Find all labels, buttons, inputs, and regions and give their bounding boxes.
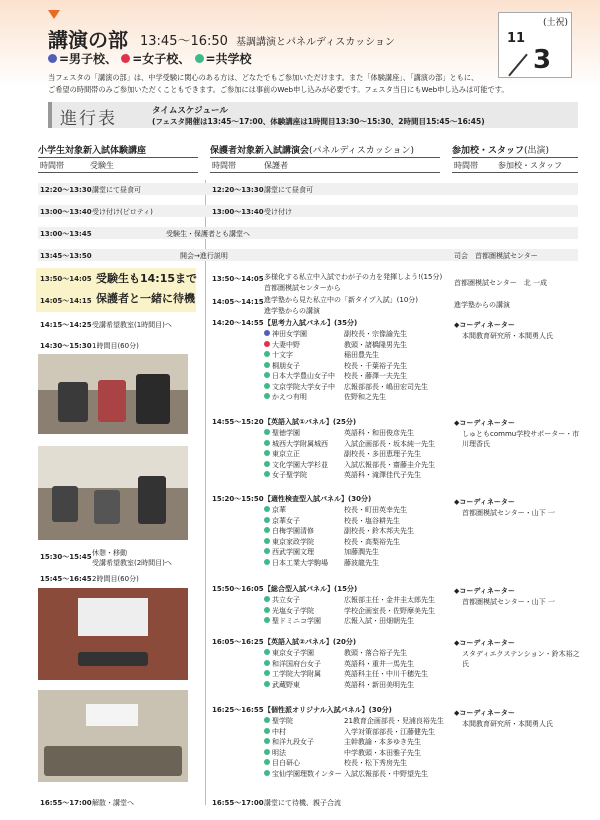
speaker: 藤波龍先生 [344, 558, 379, 567]
school-name: 十文字 [272, 351, 293, 359]
coordinator-label: ◆コーディネーター [454, 498, 515, 506]
coordinator-label: ◆コーディネーター [454, 709, 515, 717]
left-time: 16:55〜17:00 [40, 799, 92, 807]
left-time: 15:45〜16:45 [40, 575, 92, 583]
school-type-dot-icon [264, 330, 270, 336]
middle-time: 12:20〜13:30 [212, 186, 264, 194]
date-box: (土祝) 11 3 [498, 12, 572, 78]
speaker: 入試広報部長・中野望先生 [344, 769, 428, 778]
coordinator-name: しゅともcommu学校サポーター・市川理香氏 [462, 430, 580, 448]
speaker: 佐野和之先生 [344, 393, 386, 401]
school-type-dot-icon [264, 517, 270, 523]
left-time: 13:45〜13:50 [40, 252, 92, 260]
girls-school-dot-icon [121, 54, 130, 63]
left-time: 13:00〜13:40 [40, 208, 92, 216]
left-text: 受講希望教室(2時間目)へ [92, 559, 172, 567]
page-title: 講演の部 [48, 28, 128, 52]
school-name: 日本工業大学駒場 [272, 558, 328, 567]
school-type-dot-icon [264, 617, 270, 623]
lecture-photo [38, 588, 188, 680]
divider [38, 157, 198, 158]
middle-text: 受け付け [264, 208, 292, 216]
boys-school-dot-icon [48, 54, 57, 63]
school-name: 女子聖学院 [272, 471, 307, 479]
school-name: 西武学園文理 [272, 548, 314, 556]
middle-text: 講堂にて待機、親子合流 [264, 799, 341, 807]
speaker: 校長・松下秀房先生 [344, 759, 407, 767]
speaker: 主幹教諭・本多ゆき先生 [344, 738, 421, 746]
left-time: 13:00〜13:45 [40, 230, 92, 238]
school-name: 東京家政学院 [272, 537, 314, 546]
panel-time: 16:05〜16:25 [212, 638, 264, 646]
speaker: 21教育企画部長・児浦良裕先生 [344, 717, 444, 725]
school-name: 工学院大学附属 [272, 670, 321, 678]
school-name: 城西大学附属城西 [272, 439, 328, 448]
school-name: 白梅学園清修 [272, 527, 314, 535]
school-name: 京華女子 [272, 516, 300, 525]
left-header-student: 受験生 [90, 161, 114, 170]
panel-time: 16:25〜16:55 [212, 706, 264, 714]
panel-time: 15:50〜16:05 [212, 585, 264, 593]
middle-header-parent: 保護者 [264, 161, 288, 170]
coordinator-label: ◆コーディネーター [454, 587, 515, 595]
school-type-dot-icon [264, 538, 270, 544]
school-name: 武蔵野東 [272, 680, 300, 689]
school-name: 文化学園大学杉並 [272, 460, 328, 469]
middle-header-time: 時間帯 [212, 161, 236, 170]
left-time: 15:30〜15:45 [40, 553, 92, 561]
speaker: 広報部主任・金井圭太郎先生 [344, 596, 435, 604]
middle-text: 進学塾から見た私立中の「新タイプ入試」(10分) [264, 296, 419, 304]
divider [452, 172, 578, 173]
school-type-dot-icon [264, 749, 270, 755]
left-column-title: 小学生対象新入試体験講座 [38, 146, 147, 156]
school-name: 宝仙学園理数インター [272, 769, 342, 778]
divider [38, 172, 198, 173]
school-type-dot-icon [264, 471, 270, 477]
school-name: 聖学院 [272, 717, 293, 725]
left-text: 受験生・保護者とも講堂へ [166, 230, 250, 238]
speaker: 加藤潤先生 [344, 548, 379, 556]
middle-time: 14:05〜14:15 [212, 298, 264, 306]
school-name: 和洋九段女子 [272, 738, 314, 746]
notice-line: 受験生も14:15まで [96, 272, 198, 285]
coordinator-name: スタディエクステンション・鈴木裕之氏 [462, 650, 580, 668]
speaker: 広報部部長・嶋田宏司先生 [344, 382, 428, 391]
school-name: 光塩女子学院 [272, 606, 314, 615]
speaker: 副校長・宗像諭先生 [344, 330, 407, 338]
coordinator-name: 本間教育研究所・本間勇人氏 [462, 332, 553, 340]
school-name: 聖徳学園 [272, 429, 300, 437]
school-name: 中村 [272, 727, 286, 736]
divider [210, 157, 440, 158]
divider [210, 172, 440, 173]
right-text: 司会 首都圏模試センター [454, 252, 538, 260]
middle-text: 講堂にて昼食可 [264, 186, 313, 194]
school-name: 大妻中野 [272, 340, 300, 349]
middle-text: 進学塾からの講演 [264, 307, 320, 315]
school-type-dot-icon [264, 440, 270, 446]
school-type-dot-icon [264, 596, 270, 602]
right-text: 首都圏模試センター 北 一成 [454, 279, 547, 287]
row-stripe [38, 227, 578, 239]
school-name: かえつ有明 [272, 393, 307, 401]
middle-text: 多様化する私立中入試でわが子の力を発揮しよう!(15分) [264, 273, 443, 281]
speaker: 広報入試・田畑朝先生 [344, 617, 414, 625]
school-type-dot-icon [264, 383, 270, 389]
right-column-title: 参加校・スタッフ(出演) [452, 146, 550, 156]
left-time: 14:30〜15:30 [40, 342, 92, 350]
speaker: 中学教頭・本田雅子先生 [344, 748, 421, 757]
school-type-dot-icon [264, 362, 270, 368]
coordinator-name: 首都圏模試センター・山下 一 [462, 509, 555, 517]
speaker: 副校長・鈴木邦夫先生 [344, 527, 414, 535]
school-type-dot-icon [264, 341, 270, 347]
coordinator-label: ◆コーディネーター [454, 321, 515, 329]
middle-text: 首都圏模試センターから [264, 284, 341, 292]
school-name: 日本大学豊山女子中 [272, 372, 335, 380]
school-type-dot-icon [264, 393, 270, 399]
school-type-dot-icon [264, 670, 270, 676]
left-text: 受講希望教室(1時間目)へ [92, 321, 172, 329]
panel-title: 【英語入試①パネル】(25分) [264, 418, 357, 426]
speaker: 英語科・滝澤佳代子先生 [344, 471, 421, 479]
left-text: 講堂にて昼食可 [92, 186, 141, 194]
coed-school-dot-icon [195, 54, 204, 63]
left-header-time: 時間帯 [40, 161, 64, 170]
panel-title: 【総合型入試パネル】(15分) [264, 585, 358, 593]
school-name: 目白研心 [272, 759, 300, 767]
school-type-dot-icon [264, 649, 270, 655]
school-name: 明法 [272, 748, 286, 757]
coordinator-label: ◆コーディネーター [454, 419, 515, 427]
school-type-dot-icon [264, 681, 270, 687]
speaker: 校長・塩谷耕先生 [344, 516, 400, 525]
speaker: 教頭・落合裕子先生 [344, 649, 407, 657]
school-type-dot-icon [264, 607, 270, 613]
event-time: 13:45〜16:50 [140, 34, 228, 49]
left-time: 14:15〜14:25 [40, 321, 92, 329]
coordinator-label: ◆コーディネーター [454, 639, 515, 647]
panel-title: 【英語入試②パネル】(20分) [264, 638, 357, 646]
panel-time: 14:55〜15:20 [212, 418, 264, 426]
divider [452, 157, 578, 158]
school-legend: =男子校、 =女子校、 =共学校 [48, 50, 252, 67]
event-subtitle: 基調講演とパネルディスカッション [236, 37, 395, 48]
school-name: 桐朋女子 [272, 361, 300, 370]
right-header-staff: 参加校・スタッフ [498, 161, 562, 170]
speaker: 教頭・諸橋隆男先生 [344, 340, 407, 349]
speaker: 校長・高梨裕先生 [344, 537, 400, 546]
school-name: 神田女学園 [272, 330, 307, 338]
school-type-dot-icon [264, 717, 270, 723]
school-type-dot-icon [264, 429, 270, 435]
left-text: 受け付け(ピロティ) [92, 208, 153, 216]
schedule-band: 進行表 タイムスケジュール (フェスタ開催は13:45〜17:00、体験講座は1時間目13:30〜15:30、2時間目15:45〜16:45) [48, 102, 578, 128]
speaker: 英語科・重井一馬先生 [344, 659, 414, 668]
middle-column-title: 保護者対象新入試講演会(パネルディスカッション) [210, 146, 415, 156]
school-name: 共立女子 [272, 596, 300, 604]
left-text: 休憩・移動 [92, 549, 127, 557]
school-name: 東京女子学園 [272, 649, 314, 657]
speaker: 英語科主任・中川千穂先生 [344, 670, 428, 678]
speaker: 英語科・新田美明先生 [344, 680, 414, 689]
school-type-dot-icon [264, 660, 270, 666]
left-text: 開会→進行説明 [180, 252, 228, 260]
coordinator-name: 本間教育研究所・本間勇人氏 [462, 720, 553, 728]
speaker: 校長・千葉裕子先生 [344, 361, 407, 370]
panel-title: 【思考力入試パネル】(35分) [264, 319, 358, 327]
speaker: 入学対策部部長・江藤健先生 [344, 727, 435, 736]
school-name: 京華 [272, 506, 286, 514]
left-text: 解散・講堂へ [92, 799, 134, 807]
left-text: 2時間目(60分) [92, 575, 139, 583]
school-type-dot-icon [264, 372, 270, 378]
school-name: 聖ドミニコ学園 [272, 617, 321, 625]
middle-time: 13:00〜13:40 [212, 208, 264, 216]
speaker: 学校企画室長・佐野摩美先生 [344, 606, 435, 615]
school-type-dot-icon [264, 559, 270, 565]
speaker: 入試企画部長・坂本純一先生 [344, 439, 435, 448]
speaker: 校長・藤澤一夫先生 [344, 372, 407, 380]
school-name: 東京立正 [272, 450, 300, 458]
speaker: 稲田豊先生 [344, 351, 379, 359]
school-type-dot-icon [264, 548, 270, 554]
school-type-dot-icon [264, 728, 270, 734]
school-type-dot-icon [264, 450, 270, 456]
classroom-photo-1 [38, 354, 188, 434]
school-type-dot-icon [264, 351, 270, 357]
panel-title: 【個性派オリジナル入試パネル】(30分) [264, 706, 392, 714]
left-text: 1時間目(60分) [92, 342, 139, 350]
notice-line: 保護者と一緒に待機 [96, 292, 195, 305]
panel-title: 【適性検査型入試パネル】(30分) [264, 495, 372, 503]
school-type-dot-icon [264, 506, 270, 512]
audience-photo [38, 690, 188, 782]
middle-time: 13:50〜14:05 [212, 275, 264, 283]
school-name: 文京学院大学女子中 [272, 382, 335, 391]
school-type-dot-icon [264, 527, 270, 533]
classroom-photo-2 [38, 446, 188, 540]
left-time: 12:20〜13:30 [40, 186, 92, 194]
speaker: 副校長・多田恵理子先生 [344, 450, 421, 458]
speaker: 英語科・和田俊彦先生 [344, 429, 414, 437]
left-time: 14:05〜14:15 [40, 297, 92, 305]
speaker: 入試広報部長・齋藤圭介先生 [344, 460, 435, 469]
intro-text: 当フェスタの「講演の部」は、中学受験に関心のある方は、どなたでもご参加いただけます。また「体験講座」、「講演の部」ともに、 ご希望の時間帯のみご参加いただくこともできます。ご参加には事前のWeb申し込みが必要です。フェスタ当日にもWeb申し込みは可能です。 [48, 73, 509, 94]
school-type-dot-icon [264, 770, 270, 776]
middle-time: 16:55〜17:00 [212, 799, 264, 807]
coordinator-name: 首都圏模試センター・山下 一 [462, 598, 555, 606]
school-type-dot-icon [264, 759, 270, 765]
panel-time: 14:20〜14:55 [212, 319, 264, 327]
speaker: 校長・町田英幸先生 [344, 506, 407, 514]
panel-time: 15:20〜15:50 [212, 495, 264, 503]
school-type-dot-icon [264, 738, 270, 744]
school-name: 和洋国府台女子 [272, 659, 321, 668]
left-time: 13:50〜14:05 [40, 275, 92, 283]
right-header-time: 時間帯 [454, 161, 478, 170]
column-divider [205, 180, 206, 805]
school-type-dot-icon [264, 461, 270, 467]
triangle-marker-icon [48, 10, 60, 19]
right-text: 進学塾からの講演 [454, 301, 510, 309]
